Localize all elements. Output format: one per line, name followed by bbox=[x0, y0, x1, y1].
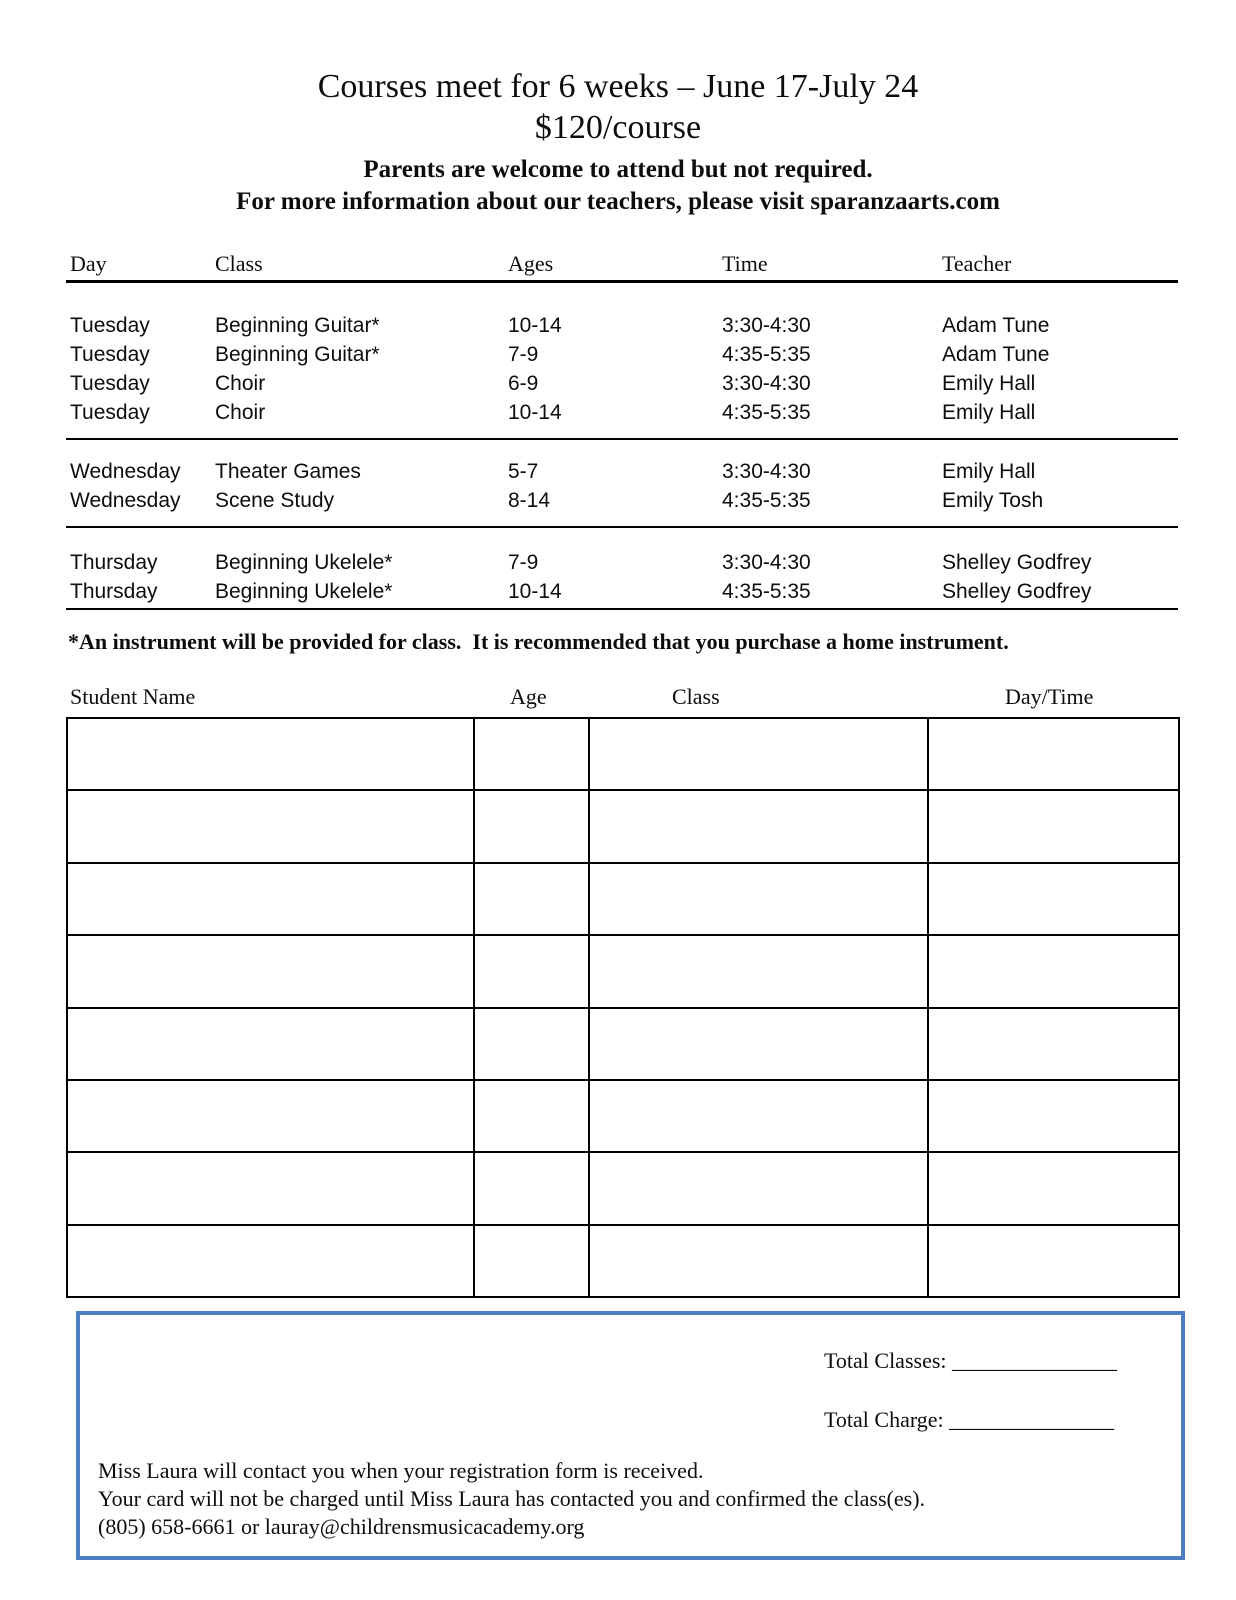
schedule-divider-rule bbox=[66, 608, 1178, 610]
schedule-cell-ages: 7-9 bbox=[508, 343, 539, 366]
schedule-cell-class: Beginning Ukelele* bbox=[215, 580, 393, 603]
course-dates-title: Courses meet for 6 weeks – June 17-July 24 bbox=[317, 68, 919, 105]
schedule-cell-day: Tuesday bbox=[70, 401, 150, 424]
schedule-col-header-time: Time bbox=[722, 251, 768, 276]
registration-cell-empty bbox=[928, 1008, 1179, 1080]
total-classes-blank: _______________ bbox=[952, 1348, 1118, 1373]
registration-cell-empty bbox=[928, 718, 1179, 790]
schedule-cell-time: 3:30-4:30 bbox=[722, 460, 811, 483]
schedule-row bbox=[66, 457, 1178, 486]
schedule-cell-time: 4:35-5:35 bbox=[722, 343, 811, 366]
registration-col-header-day-time: Day/Time bbox=[1005, 684, 1094, 709]
schedule-cell-class: Scene Study bbox=[215, 489, 335, 512]
schedule-cell-class: Theater Games bbox=[215, 460, 361, 483]
schedule-cell-time: 4:35-5:35 bbox=[722, 489, 811, 512]
schedule-group bbox=[66, 528, 1178, 608]
total-charge-label: Total Charge: bbox=[824, 1407, 944, 1432]
schedule-cell-class: Choir bbox=[215, 401, 266, 424]
registration-cell-empty bbox=[589, 1080, 928, 1152]
schedule-cell-day: Wednesday bbox=[70, 489, 181, 512]
schedule-cell-teacher: Shelley Godfrey bbox=[942, 551, 1092, 574]
schedule-row bbox=[66, 398, 1178, 427]
registration-col-header-age: Age bbox=[510, 684, 547, 709]
schedule-cell-teacher: Shelley Godfrey bbox=[942, 580, 1092, 603]
registration-cell-empty bbox=[589, 1008, 928, 1080]
total-charge-line bbox=[824, 1407, 1114, 1433]
registration-row bbox=[67, 1225, 1179, 1297]
registration-cell-empty bbox=[474, 1080, 589, 1152]
schedule-cell-day: Tuesday bbox=[70, 372, 150, 395]
contact-line: Miss Laura will contact you when your registration form is received. bbox=[98, 1458, 704, 1483]
contact-line: (805) 658-6661 or lauray@childrensmusicacademy.org bbox=[98, 1514, 585, 1539]
registration-cell-empty bbox=[67, 1152, 474, 1224]
schedule-cell-teacher: Emily Tosh bbox=[942, 489, 1044, 512]
document-header bbox=[0, 66, 1236, 218]
schedule-cell-class: Beginning Guitar* bbox=[215, 343, 380, 366]
registration-cell-empty bbox=[589, 1152, 928, 1224]
registration-cell-empty bbox=[589, 863, 928, 935]
registration-cell-empty bbox=[928, 935, 1179, 1007]
registration-cell-empty bbox=[67, 863, 474, 935]
registration-row bbox=[67, 1152, 1179, 1224]
total-charge-blank: _______________ bbox=[949, 1407, 1115, 1432]
schedule-col-header-day: Day bbox=[70, 251, 107, 276]
schedule-cell-ages: 8-14 bbox=[508, 489, 551, 512]
parents-note: Parents are welcome to attend but not required. bbox=[363, 156, 873, 183]
schedule-cell-time: 3:30-4:30 bbox=[722, 372, 811, 395]
registration-cell-empty bbox=[928, 1152, 1179, 1224]
schedule-row bbox=[66, 340, 1178, 369]
registration-cell-empty bbox=[589, 718, 928, 790]
registration-col-header-class: Class bbox=[672, 684, 720, 709]
registration-cell-empty bbox=[474, 935, 589, 1007]
schedule-cell-ages: 7-9 bbox=[508, 551, 539, 574]
registration-row bbox=[67, 718, 1179, 790]
schedule-cell-teacher: Emily Hall bbox=[942, 401, 1036, 424]
schedule-col-header-ages: Ages bbox=[508, 251, 554, 276]
schedule-cell-time: 4:35-5:35 bbox=[722, 580, 811, 603]
registration-row bbox=[67, 790, 1179, 862]
schedule-cell-class: Beginning Ukelele* bbox=[215, 551, 393, 574]
registration-cell-empty bbox=[928, 790, 1179, 862]
registration-cell-empty bbox=[67, 1008, 474, 1080]
schedule-col-header-teacher: Teacher bbox=[942, 251, 1012, 276]
registration-cell-empty bbox=[474, 1008, 589, 1080]
registration-cell-empty bbox=[474, 790, 589, 862]
registration-row bbox=[67, 1008, 1179, 1080]
registration-cell-empty bbox=[67, 790, 474, 862]
schedule-header-row bbox=[66, 247, 1178, 280]
schedule-cell-teacher: Emily Hall bbox=[942, 372, 1036, 395]
schedule-row bbox=[66, 577, 1178, 606]
schedule-row bbox=[66, 486, 1178, 515]
total-classes-line bbox=[824, 1348, 1117, 1374]
schedule-cell-time: 3:30-4:30 bbox=[722, 314, 811, 337]
contact-info bbox=[98, 1457, 925, 1541]
registration-cell-empty bbox=[474, 863, 589, 935]
registration-col-header-student-name: Student Name bbox=[70, 684, 196, 709]
schedule-cell-class: Beginning Guitar* bbox=[215, 314, 380, 337]
registration-row bbox=[67, 935, 1179, 1007]
registration-cell-empty bbox=[589, 935, 928, 1007]
registration-cell-empty bbox=[474, 718, 589, 790]
schedule-group bbox=[66, 440, 1178, 526]
registration-cell-empty bbox=[67, 718, 474, 790]
course-price-title: $120/course bbox=[534, 109, 702, 146]
contact-line: Your card will not be charged until Miss Laura has contacted you and confirmed the class(es). bbox=[98, 1486, 926, 1511]
schedule-cell-class: Choir bbox=[215, 372, 266, 395]
registration-cell-empty bbox=[67, 1225, 474, 1297]
registration-cell-empty bbox=[589, 790, 928, 862]
schedule-cell-day: Tuesday bbox=[70, 314, 150, 337]
registration-cell-empty bbox=[928, 863, 1179, 935]
schedule-cell-teacher: Adam Tune bbox=[942, 314, 1050, 337]
schedule-cell-day: Wednesday bbox=[70, 460, 181, 483]
registration-cell-empty bbox=[474, 1225, 589, 1297]
schedule-cell-time: 3:30-4:30 bbox=[722, 551, 811, 574]
schedule-cell-ages: 10-14 bbox=[508, 314, 562, 337]
registration-row bbox=[67, 863, 1179, 935]
schedule-row bbox=[66, 311, 1178, 340]
registration-cell-empty bbox=[67, 935, 474, 1007]
registration-table bbox=[66, 717, 1180, 1298]
schedule-cell-ages: 6-9 bbox=[508, 372, 539, 395]
schedule-cell-time: 4:35-5:35 bbox=[722, 401, 811, 424]
schedule-body bbox=[66, 283, 1178, 610]
schedule-cell-day: Thursday bbox=[70, 580, 158, 603]
registration-cell-empty bbox=[474, 1152, 589, 1224]
schedule-cell-ages: 10-14 bbox=[508, 580, 562, 603]
registration-cell-empty bbox=[928, 1225, 1179, 1297]
schedule-cell-day: Thursday bbox=[70, 551, 158, 574]
schedule-cell-ages: 5-7 bbox=[508, 460, 539, 483]
teachers-info-note: For more information about our teachers, please visit sparanzaarts.com bbox=[236, 188, 1000, 215]
summary-box bbox=[76, 1311, 1185, 1560]
schedule-row bbox=[66, 369, 1178, 398]
schedule-group bbox=[66, 283, 1178, 438]
schedule-cell-teacher: Adam Tune bbox=[942, 343, 1050, 366]
schedule-col-header-class: Class bbox=[215, 251, 263, 276]
registration-header-row bbox=[66, 684, 1178, 717]
registration-cell-empty bbox=[928, 1080, 1179, 1152]
schedule-cell-ages: 10-14 bbox=[508, 401, 562, 424]
registration-row bbox=[67, 1080, 1179, 1152]
registration-cell-empty bbox=[67, 1080, 474, 1152]
total-classes-label: Total Classes: bbox=[824, 1348, 947, 1373]
schedule-cell-day: Tuesday bbox=[70, 343, 150, 366]
schedule-row bbox=[66, 548, 1178, 577]
schedule-cell-teacher: Emily Hall bbox=[942, 460, 1036, 483]
instrument-note: *An instrument will be provided for class. It is recommended that you purchase a home instrument. bbox=[68, 629, 1009, 654]
registration-cell-empty bbox=[589, 1225, 928, 1297]
schedule-table bbox=[66, 247, 1178, 610]
